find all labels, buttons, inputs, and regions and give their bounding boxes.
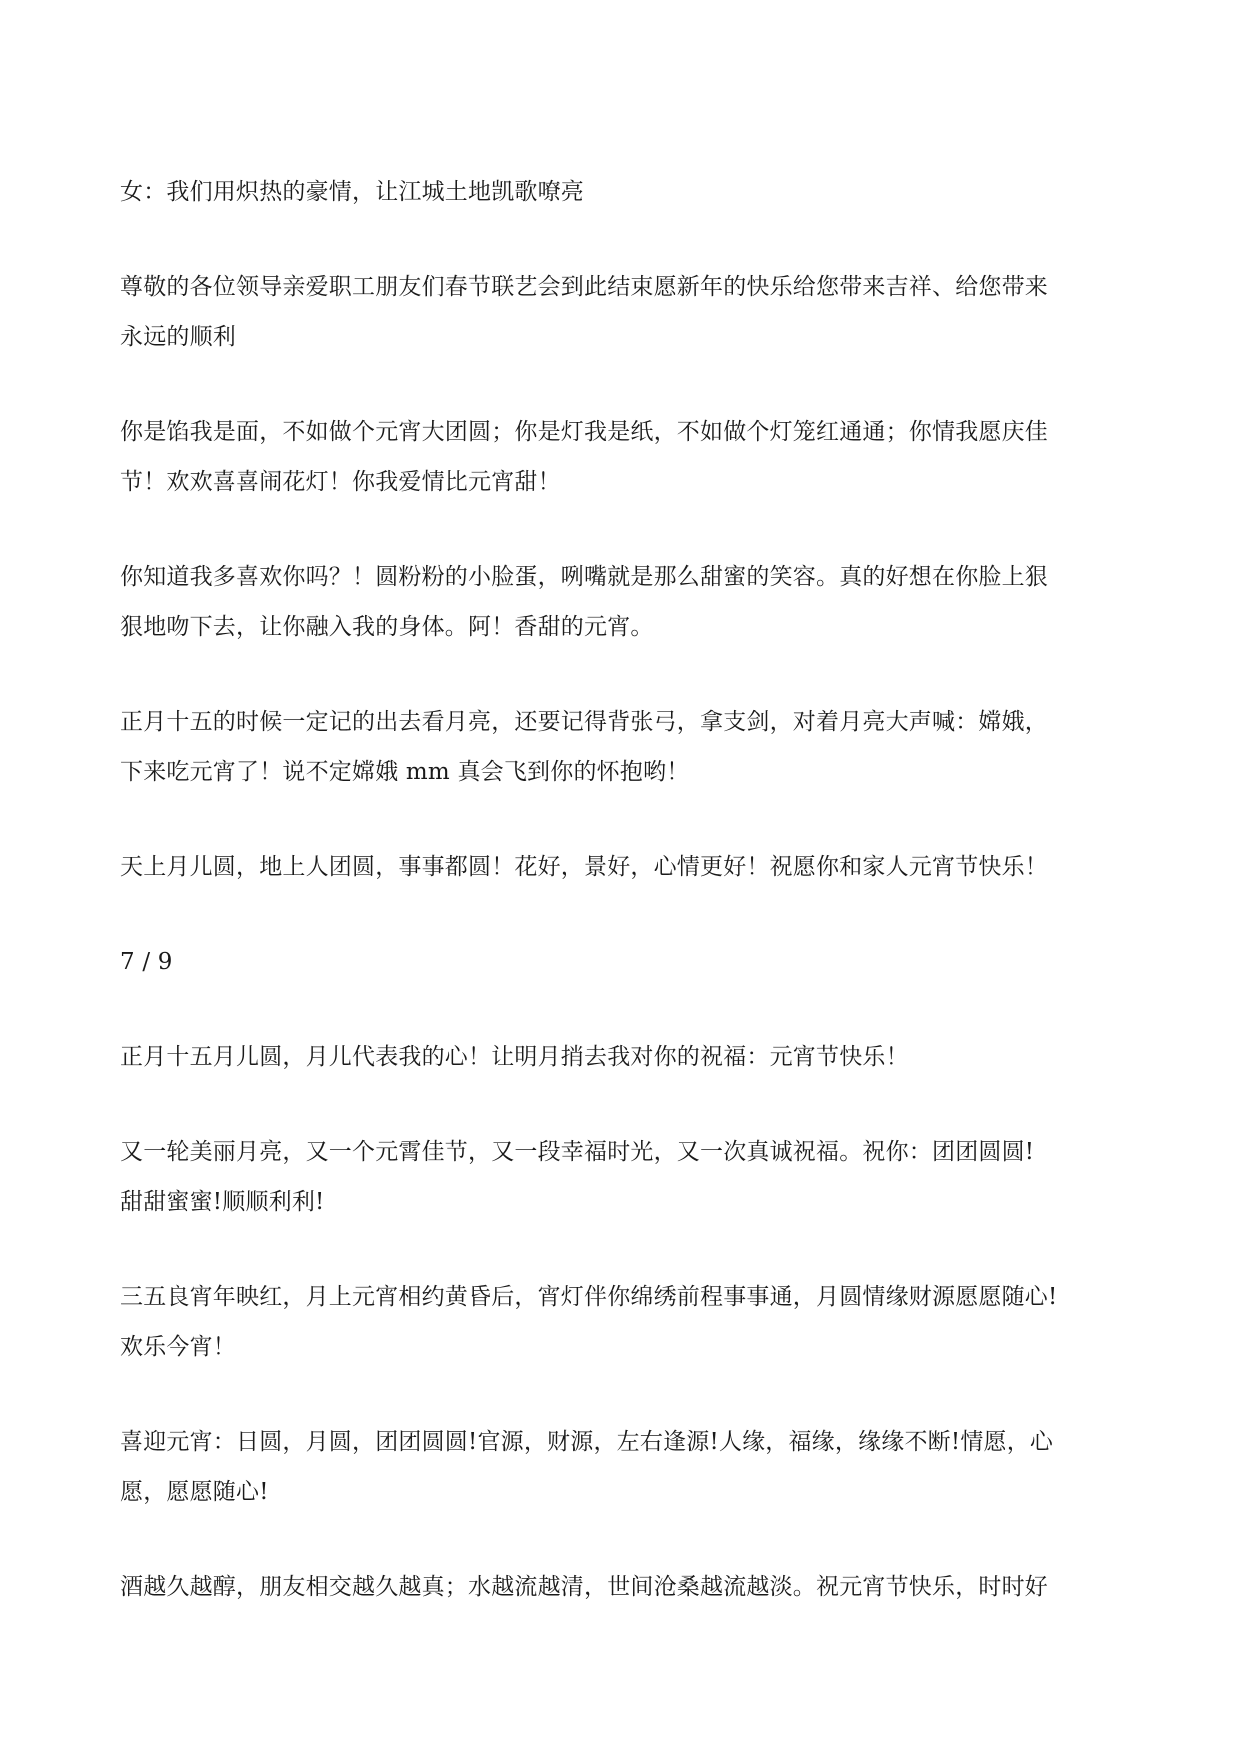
paragraph-line: 狠地吻下去，让你融入我的身体。阿！香甜的元宵。 xyxy=(120,614,654,640)
paragraph-line: 欢乐今宵！ xyxy=(120,1334,236,1360)
paragraph-line: 天上月儿圆，地上人团圆，事事都圆！花好，景好，心情更好！祝愿你和家人元宵节快乐！ xyxy=(120,854,1048,880)
paragraph-line: 女：我们用炽热的豪情，让江城土地凯歌嘹亮 xyxy=(120,179,584,205)
paragraph-line: 你知道我多喜欢你吗？！圆粉粉的小脸蛋，咧嘴就是那么甜蜜的笑容。真的好想在你脸上狠 xyxy=(120,564,1048,590)
paragraph-line: 甜甜蜜蜜!顺顺利利! xyxy=(120,1189,325,1215)
paragraph-line: 酒越久越醇，朋友相交越久越真；水越流越清，世间沧桑越流越淡。祝元宵节快乐，时时好 xyxy=(120,1574,1048,1600)
paragraph-line: 又一轮美丽月亮，又一个元霄佳节，又一段幸福时光，又一次真诚祝福。祝你：团团圆圆! xyxy=(120,1139,1035,1165)
paragraph-line: 正月十五月儿圆，月儿代表我的心！让明月捎去我对你的祝福：元宵节快乐！ xyxy=(120,1044,909,1070)
paragraph-line: 节！欢欢喜喜闹花灯！你我爱情比元宵甜！ xyxy=(120,469,561,495)
paragraph-line: 下来吃元宵了！说不定嫦娥 mm 真会飞到你的怀抱哟！ xyxy=(120,759,690,785)
paragraph-line: 愿，愿愿随心! xyxy=(120,1479,269,1505)
page-number: 7 / 9 xyxy=(120,949,173,975)
paragraph-line: 你是馅我是面，不如做个元宵大团圆；你是灯我是纸，不如做个灯笼红通通；你情我愿庆佳 xyxy=(120,419,1048,445)
paragraph-line: 尊敬的各位领导亲爱职工朋友们春节联艺会到此结束愿新年的快乐给您带来吉祥、给您带来 xyxy=(120,274,1048,300)
paragraph-line: 正月十五的时候一定记的出去看月亮，还要记得背张弓，拿支剑，对着月亮大声喊：嫦娥， xyxy=(120,709,1048,735)
paragraph-line: 三五良宵年映红，月上元宵相约黄昏后，宵灯伴你绵绣前程事事通，月圆情缘财源愿愿随心! xyxy=(120,1284,1058,1310)
paragraph-line: 永远的顺利 xyxy=(120,324,236,350)
paragraph-line: 喜迎元宵：日圆，月圆，团团圆圆!官源，财源，左右逢源!人缘，福缘，缘缘不断!情愿，心 xyxy=(120,1429,1054,1455)
